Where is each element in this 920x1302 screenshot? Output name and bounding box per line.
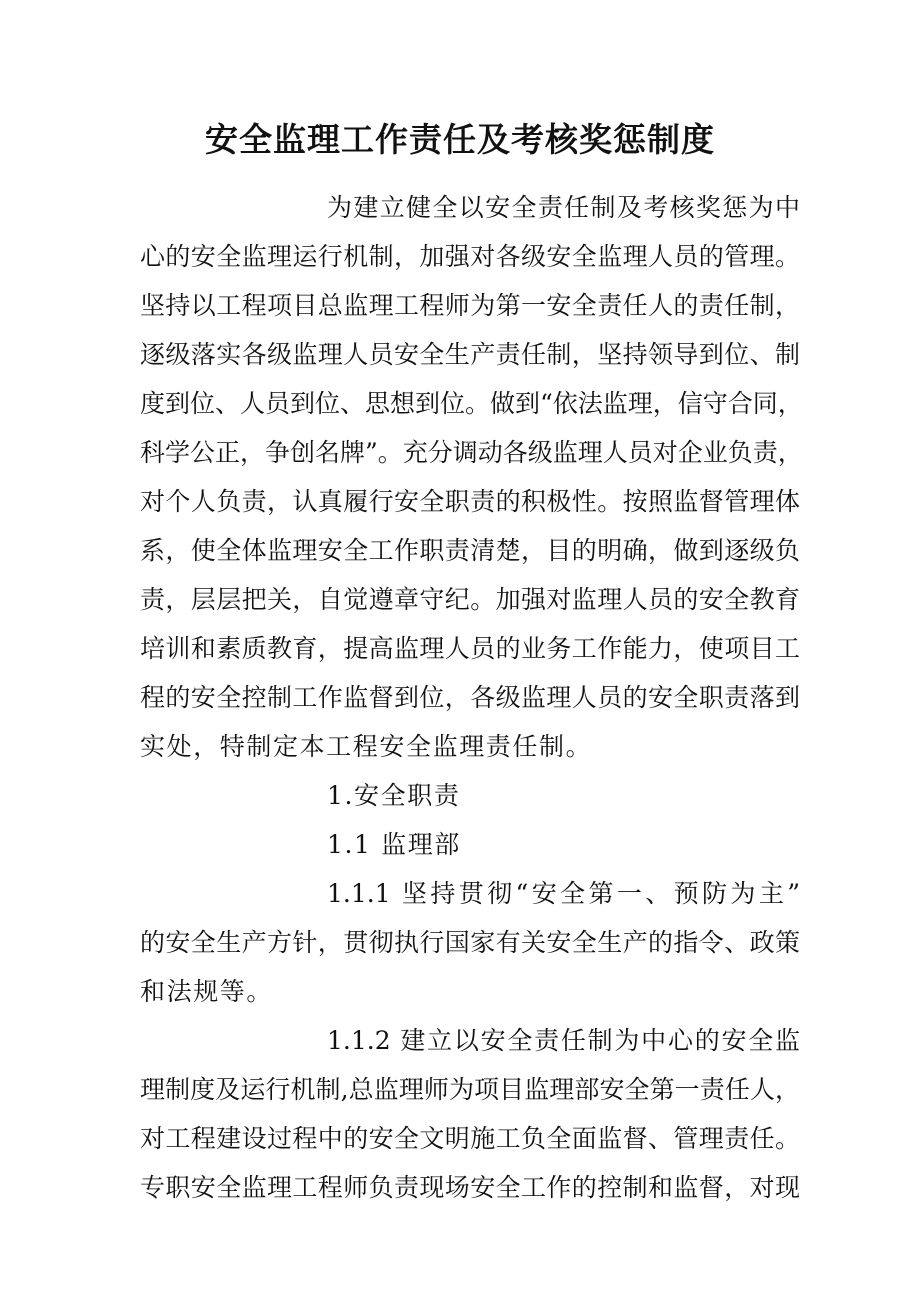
paragraph-line: 和法规等。 bbox=[140, 977, 274, 1006]
paragraph-line: 对工程建设过程中的安全文明施工负全面监督、管理责任。 bbox=[140, 1124, 800, 1153]
paragraph-line: 心的安全监理运行机制，加强对各级安全监理人员的管理。 bbox=[140, 242, 800, 271]
paragraph-line: 的安全生产方针，贯彻执行国家有关安全生产的指令、政策 bbox=[140, 928, 800, 957]
subsection-heading: 1.1 监理部 bbox=[327, 830, 461, 859]
paragraph-line: 系，使全体监理安全工作职责清楚，目的明确，做到逐级负 bbox=[140, 536, 800, 565]
paragraph-line: 科学公正，争创名牌”。充分调动各级监理人员对企业负责， bbox=[140, 438, 803, 467]
paragraph-line: 培训和素质教育，提高监理人员的业务工作能力，使项目工 bbox=[140, 634, 800, 663]
paragraph-line: 1.1.1 坚持贯彻“安全第一、预防为主” bbox=[327, 879, 800, 908]
section-heading: 1.安全职责 bbox=[327, 781, 461, 810]
paragraph-line: 实处，特制定本工程安全监理责任制。 bbox=[140, 732, 593, 761]
paragraph-line: 坚持以工程项目总监理工程师为第一安全责任人的责任制， bbox=[140, 291, 800, 320]
paragraph-line: 1.1.2 建立以安全责任制为中心的安全监 bbox=[327, 1026, 800, 1055]
paragraph-line: 逐级落实各级监理人员安全生产责任制，坚持领导到位、制 bbox=[140, 340, 800, 369]
paragraph-line: 对个人负责，认真履行安全职责的积极性。按照监督管理体 bbox=[140, 487, 800, 516]
paragraph-line: 责，层层把关，自觉遵章守纪。加强对监理人员的安全教育 bbox=[140, 585, 800, 614]
paragraph-line: 程的安全控制工作监督到位，各级监理人员的安全职责落到 bbox=[140, 683, 800, 712]
paragraph-line: 为建立健全以安全责任制及考核奖惩为中 bbox=[327, 193, 800, 222]
paragraph-line: 理制度及运行机制,总监理师为项目监理部安全第一责任人， bbox=[140, 1075, 800, 1104]
document-title: 安全监理工作责任及考核奖惩制度 bbox=[205, 120, 715, 159]
paragraph-line: 度到位、人员到位、思想到位。做到“依法监理，信守合同， bbox=[140, 389, 803, 418]
paragraph-line: 专职安全监理工程师负责现场安全工作的控制和监督，对现 bbox=[140, 1173, 800, 1202]
